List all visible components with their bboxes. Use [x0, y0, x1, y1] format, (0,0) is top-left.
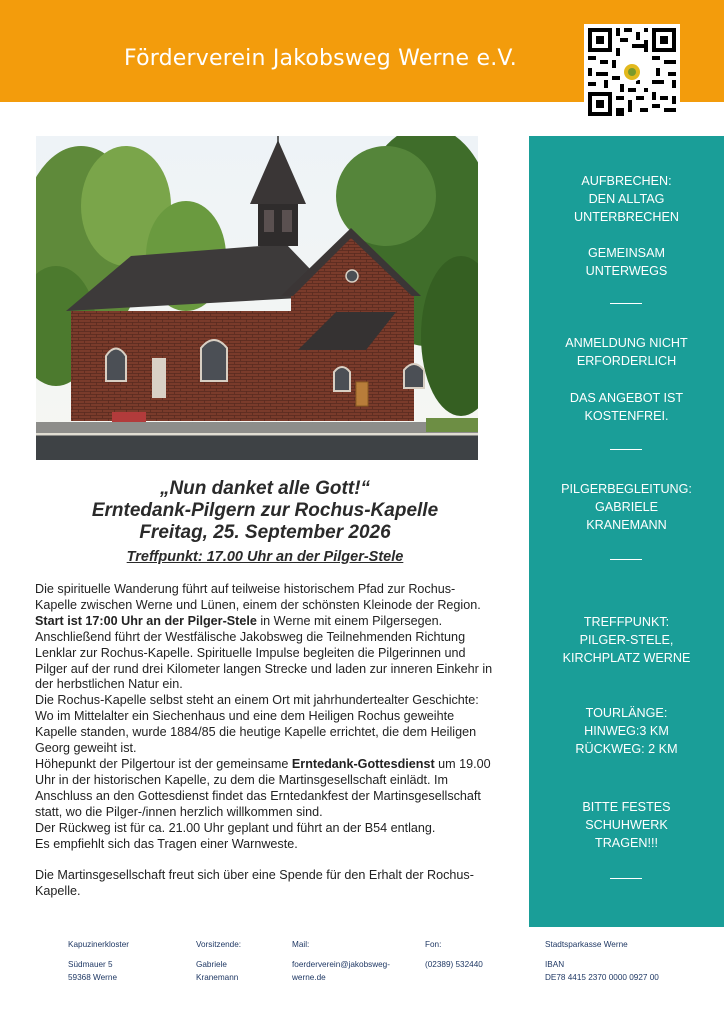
event-date: Freitag, 25. September 2026: [139, 522, 391, 543]
footer-mail-head: Mail:: [292, 940, 310, 949]
footer-address-street: Südmauer 5: [68, 960, 113, 969]
event-title: Erntedank-Pilgern zur Rochus-Kapelle: [91, 500, 439, 521]
event-meeting-point: Treffpunkt: 17.00 Uhr an der Pilger-Stele: [126, 549, 404, 565]
sidebar-block-treffpunkt: [529, 613, 724, 667]
footer-mail: [292, 938, 390, 984]
highlight-bold: Erntedank-Gottesdienst: [291, 756, 435, 771]
sidebar-line: GEMEINSAM: [588, 246, 665, 260]
advice-paragraph: Es empfiehlt sich das Tragen einer Warnweste.: [35, 836, 298, 851]
sidebar-line: PILGERBEGLEITUNG:: [561, 482, 692, 496]
paragraph-gap: [35, 852, 495, 868]
start-bold: Start ist 17:00 Uhr an der Pilger-Stele: [35, 613, 257, 628]
start-paragraph: [35, 614, 495, 694]
sidebar-line: AUFBRECHEN:: [581, 174, 672, 188]
footer-chair-firstname: Gabriele: [196, 960, 227, 969]
footer-chair: [196, 938, 241, 984]
sidebar-block-schuhwerk: [529, 798, 724, 852]
sidebar-block-pilgerbegleitung: [529, 480, 724, 534]
chapel-illustration: [36, 136, 478, 460]
footer: [0, 938, 724, 998]
qr-code-graphic: [584, 24, 680, 120]
footer-bank-head: Stadtsparkasse Werne: [545, 940, 628, 949]
sidebar-block-tourlaenge: [529, 704, 724, 758]
event-description: [35, 582, 495, 900]
sidebar-line: KRANEMANN: [586, 518, 667, 532]
sidebar-line: BITTE FESTES: [582, 800, 671, 814]
sidebar-line: SCHUHWERK: [585, 818, 668, 832]
sidebar-line: TRAGEN!!!: [595, 836, 658, 850]
sidebar-line: DAS ANGEBOT IST: [569, 391, 684, 405]
sidebar-line: KOSTENFREI.: [584, 409, 669, 423]
sidebar-line: DEN ALLTAG: [588, 192, 665, 206]
footer-phone-number[interactable]: (02389) 532440: [425, 960, 483, 969]
sidebar-line: RÜCKWEG: 2 KM: [575, 742, 678, 756]
footer-bank-iban: DE78 4415 2370 0000 0927 00: [545, 973, 659, 982]
sidebar-divider: [610, 303, 642, 304]
footer-address-city: 59368 Werne: [68, 973, 118, 982]
highlight-pre: Höhepunkt der Pilgertour ist der gemeinsame: [35, 756, 292, 771]
sidebar-line: TOURLÄNGE:: [585, 706, 668, 720]
intro-paragraph: Die spirituelle Wanderung führt auf teilweise historischem Pfad zur Rochus-Kapelle zwischen Werne und Lünen, einem der schönsten Kleinode der Region.: [35, 582, 481, 612]
header-bar: [0, 0, 724, 102]
footer-phone-head: Fon:: [425, 940, 442, 949]
footer-mail-address-part2[interactable]: werne.de: [292, 973, 326, 982]
sidebar-line: PILGER-STELE,: [579, 633, 674, 647]
sidebar-divider: [610, 449, 642, 450]
footer-address: [68, 938, 129, 984]
sidebar-block-aufbrechen: [529, 172, 724, 226]
qr-code-icon[interactable]: [584, 24, 680, 120]
sidebar-block-anmeldung: [529, 334, 724, 370]
sidebar-line: GABRIELE: [595, 500, 658, 514]
sidebar-line: UNTERWEGS: [585, 264, 668, 278]
return-paragraph: Der Rückweg ist für ca. 21.00 Uhr geplant und führt an der B54 entlang.: [35, 820, 436, 835]
footer-mail-address-part1[interactable]: foerderverein@jakobsweg-: [292, 960, 390, 969]
sidebar-block-kostenfrei: [529, 389, 724, 425]
highlight-post: um 19.00 Uhr in der historischen Kapelle, zu dem die Martinsgesellschaft einlädt. Im Anschluss an den Gottesdienst findet das Erntedankfest der Martinsgesellschaft statt, wo die Pilger-/innen herzlich willkommen sind.: [35, 756, 491, 819]
sidebar-divider: [610, 559, 642, 560]
highlight-paragraph: [35, 757, 495, 821]
sidebar-divider: [610, 878, 642, 879]
footer-phone: [425, 938, 483, 971]
sidebar-block-gemeinsam: [529, 244, 724, 280]
sidebar-line: HINWEG:3 KM: [584, 724, 669, 738]
sidebar-line: TREFFPUNKT:: [583, 615, 670, 629]
organization-title: Förderverein Jakobsweg Werne e.V.: [124, 46, 517, 71]
sidebar-line: KIRCHPLATZ WERNE: [562, 651, 691, 665]
sidebar-line: ERFORDERLICH: [576, 354, 677, 368]
event-motto: „Nun danket alle Gott!“: [159, 478, 371, 499]
sidebar-line: ANMELDUNG NICHT: [565, 336, 688, 350]
footer-address-head: Kapuzinerkloster: [68, 940, 129, 949]
footer-chair-lastname: Kranemann: [196, 973, 239, 982]
info-sidebar: [529, 136, 724, 927]
donation-paragraph: Die Martinsgesellschaft freut sich über eine Spende für den Erhalt der Rochus-Kapelle.: [35, 868, 474, 899]
sidebar-line: UNTERBRECHEN: [574, 210, 679, 224]
footer-bank: [545, 938, 659, 984]
history-paragraph: Die Rochus-Kapelle selbst steht an einem Ort mit jahrhundertealter Geschichte: Wo im Mittelalter ein Siechenhaus und eine dem Heiligen Rochus geweihte Kapelle standen, wurde 1884/85 die heutige Kapelle errichtet, die dem Heiligen Georg geweiht ist.: [35, 693, 479, 756]
chapel-photo: [36, 136, 478, 460]
footer-chair-head: Vorsitzende:: [196, 940, 242, 949]
footer-bank-iban-label: IBAN: [545, 960, 565, 969]
start-rest: in Werne mit einem Pilgersegen. Anschließend führt der Westfälische Jakobsweg die Teilnehmenden Richtung Lenklar zur Rochus-Kapelle. Spirituelle Impulse begleiten die Pilgerinnen und Pilger auf der rund drei Kilometer langen Strecke und laden zur inneren Einkehr in der herbstlichen Natur ein.: [35, 613, 493, 692]
